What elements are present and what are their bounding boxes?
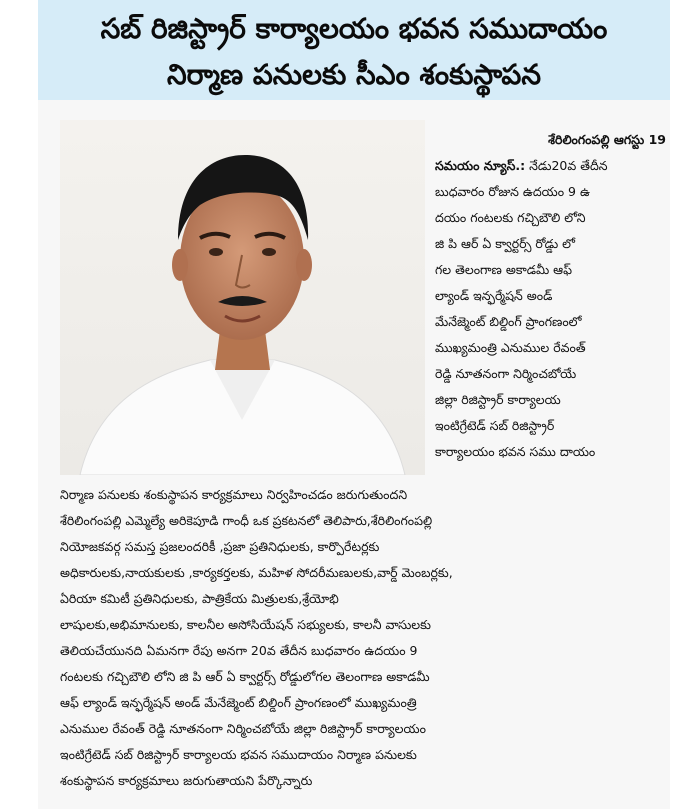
- side-line-10: జిల్లా రిజిస్ట్రార్ కార్యాలయ: [435, 392, 561, 407]
- headline-line-1: సబ్ రిజిస్ట్రార్ కార్యాలయం భవన సముదాయం: [100, 12, 608, 45]
- side-line-6: ల్యాండ్ ఇన్ఫర్మేషన్ అండ్: [435, 288, 553, 303]
- dateline-source: సమయం న్యూస్.:: [435, 158, 526, 173]
- portrait-photo: [60, 120, 425, 475]
- side-line-4: జి పి ఆర్ ఏ క్వార్టర్స్ రోడ్డు లో: [435, 236, 576, 251]
- headline-line-2: నిర్మాణ పనులకు సీఎం శంకుస్థాపన: [166, 58, 541, 91]
- body-line-11: ఇంటిగ్రేటెడ్ సబ్ రిజిస్ట్రార్ కార్యాలయ భవన సముదాయం నిర్మాణ పనులకు: [60, 747, 417, 762]
- side-text-column: [435, 127, 670, 465]
- full-text-column: [60, 482, 660, 794]
- body-line-2: శేరిలింగంపల్లి ఎమ్మెల్యే అరికెపూడి గాంధీ ఒక ప్రకటనలో తెలిపారు,శేరిలింగంపల్లి: [60, 513, 433, 528]
- body-line-10: ఎనుముల రేవంత్ రెడ్డి నూతనంగా నిర్మించబోయే జిల్లా రిజిస్ట్రార్ కార్యాలయం: [60, 721, 426, 736]
- body-line-1: నిర్మాణ పనులకు శంకుస్థాపన కార్యక్రమాలు నిర్వహించడం జరుగుతుందని: [60, 487, 408, 502]
- side-line-2: బుధవారం రోజున ఉదయం 9 ఉ: [435, 184, 590, 199]
- body-line-3: నియోజకవర్గ సమస్త ప్రజలందరికీ ,ప్రజా ప్రతినిధులకు, కార్పొరేటర్లకు: [60, 539, 380, 554]
- side-line-12: కార్యాలయం భవన సము దాయం: [435, 444, 596, 459]
- body-line-4: అధికారులకు,నాయకులకు ,కార్యకర్తలకు, మహిళ సోదరీమణులకు,వార్డ్ మెంబర్లకు,: [60, 565, 453, 580]
- side-line-9: రెడ్డి నూతనంగా నిర్మించబోయే: [435, 366, 577, 381]
- body-line-9: ఆఫ్ ల్యాండ్ ఇన్ఫర్మేషన్ అండ్ మేనేజ్మెంట్ బిల్డింగ్ ప్రాంగణంలో ముఖ్యమంత్రి: [60, 695, 417, 710]
- side-line-11: ఇంటిగ్రేటెడ్ సబ్ రిజిస్ట్రార్: [435, 418, 555, 433]
- side-line-7: మేనేజ్మెంట్ బిల్డింగ్ ప్రాంగణంలో: [435, 314, 582, 329]
- body-line-8: గంటలకు గచ్చిబౌలి లోని జి పి ఆర్ ఏ క్వార్టర్స్ రోడ్డులోగల తెలంగాణ అకాడమీ: [60, 669, 430, 684]
- news-article: [38, 0, 670, 809]
- dateline-place: శేరిలింగంపల్లి ఆగస్టు 19: [548, 132, 666, 147]
- side-line-8: ముఖ్యమంత్రి ఎనుముల రేవంత్: [435, 340, 586, 355]
- body-line-6: లాషులకు,అభిమానులకు, కాలనీల అసోసియేషన్ సభ్యులకు, కాలనీ వాసులకు: [60, 617, 431, 632]
- side-line-3: దయం గంటలకు గచ్చిబౌలి లోని: [435, 210, 586, 225]
- headline-box: [38, 0, 670, 100]
- side-line-5: గల తెలంగాణ అకాడమీ ఆఫ్: [435, 262, 573, 277]
- side-line-1-text: నేడు20వ తేదీన: [525, 158, 608, 173]
- body-line-5: ఏరియా కమిటీ ప్రతినిధులకు, పాత్రికేయ మిత్రులకు,శ్రేయోభి: [60, 591, 339, 606]
- body-line-12: శంకుస్థాపన కార్యక్రమాలు జరుగుతాయని పేర్కొన్నారు: [60, 773, 313, 788]
- side-line-1: [435, 153, 670, 179]
- body-line-7: తెలియచేయునది ఏమనగా రేపు అనగా 20వ తేదీన బుధవారం ఉదయం 9: [60, 643, 418, 658]
